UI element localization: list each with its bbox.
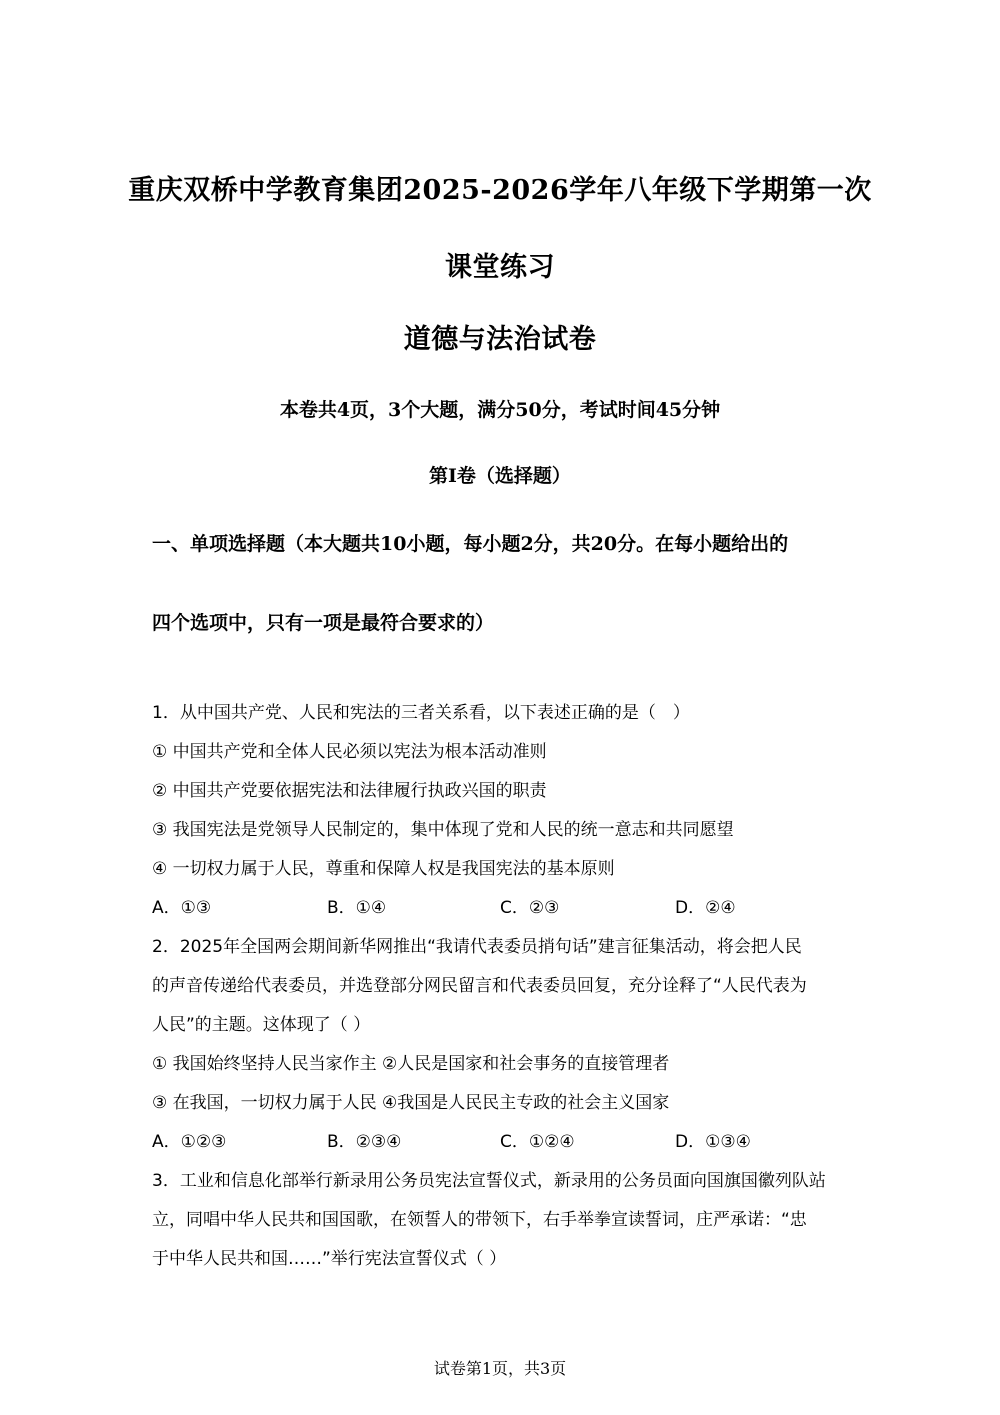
question-1-option-b[interactable]: B．①④ [327,898,387,918]
question-2-option-d[interactable]: D．①③④ [675,1132,751,1152]
question-2-stem-line1: 2．2025年全国两会期间新华网推出“我请代表委员捎句话”建言征集活动，将会把人民 [152,937,802,957]
question-2-stem-line3: 人民”的主题。这体现了（ ） [152,1015,371,1035]
question-2-option-c[interactable]: C．①②④ [500,1132,575,1152]
section-heading-line2: 四个选项中，只有一项是最符合要求的） [152,612,495,634]
question-1-statement-4: ④ 一切权力属于人民，尊重和保障人权是我国宪法的基本原则 [152,859,615,879]
question-2-option-b[interactable]: B．②③④ [327,1132,402,1152]
exam-subject: 道德与法治试卷 [403,324,597,355]
question-2-statements-3-4: ③ 在我国，一切权力属于人民 ④我国是人民民主专政的社会主义国家 [152,1093,670,1113]
question-3-stem-line3: 于中华人民共和国……”举行宪法宣誓仪式（ ） [152,1249,507,1269]
question-1-option-a[interactable]: A．①③ [152,898,212,918]
question-1-statement-3: ③ 我国宪法是党领导人民制定的，集中体现了党和人民的统一意志和共同愿望 [152,820,734,840]
exam-part-title: 第I卷（选择题） [429,465,571,487]
question-2-statements-1-2: ① 我国始终坚持人民当家作主 ②人民是国家和社会事务的直接管理者 [152,1054,670,1074]
question-1-statement-1: ① 中国共产党和全体人民必须以宪法为根本活动准则 [152,742,547,762]
question-1-stem: 1．从中国共产党、人民和宪法的三者关系看，以下表述正确的是（ ） [152,703,690,723]
question-1-option-d[interactable]: D．②④ [675,898,736,918]
question-2-option-a[interactable]: A．①②③ [152,1132,227,1152]
question-2-stem-line2: 的声音传递给代表委员，并选登部分网民留言和代表委员回复，充分诠释了“人民代表为 [152,976,807,996]
section-heading-line1: 一、单项选择题（本大题共10小题，每小题2分，共20分。在每小题给出的 [152,533,789,555]
question-3-stem-line1: 3．工业和信息化部举行新录用公务员宪法宣誓仪式，新录用的公务员面向国旗国徽列队站 [152,1171,826,1191]
question-3-stem-line2: 立，同唱中华人民共和国国歌，在领誓人的带领下，右手举拳宣读誓词，庄严承诺：“忠 [152,1210,807,1230]
question-1-option-c[interactable]: C．②③ [500,898,560,918]
exam-info: 本卷共4页，3个大题，满分50分，考试时间45分钟 [279,399,721,421]
exam-title-line2: 课堂练习 [445,252,555,283]
exam-title-line1: 重庆双桥中学教育集团2025-2026学年八年级下学期第一次 [128,175,872,206]
page-footer: 试卷第1页，共3页 [433,1359,567,1378]
question-1-statement-2: ② 中国共产党要依据宪法和法律履行执政兴国的职责 [152,781,547,801]
